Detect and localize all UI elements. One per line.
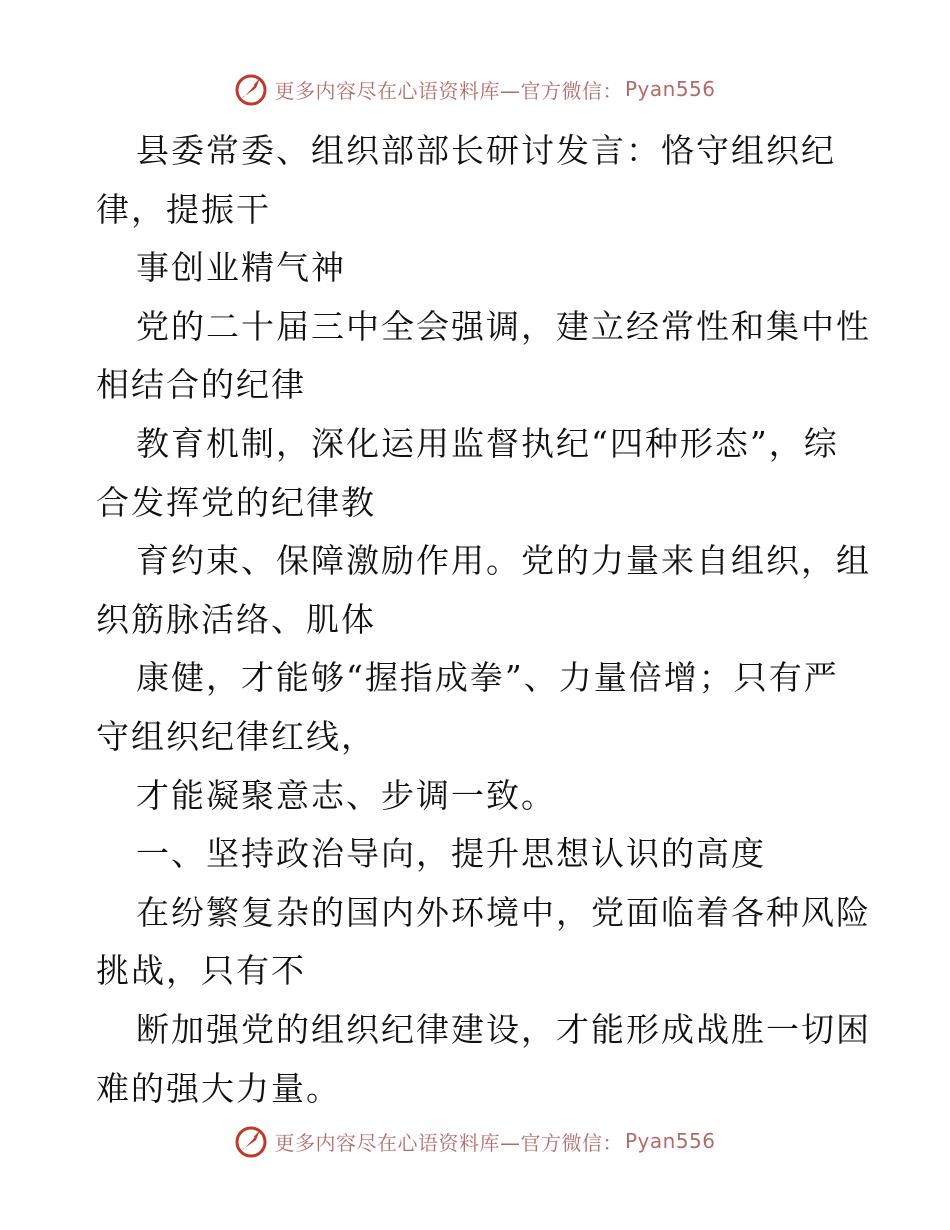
text-line: 挑战，只有不 [96,951,306,991]
text-line: 才能凝聚意志、步调一致。 [136,775,556,815]
text-line: 育约束、保障激励作用。党的力量来自组织，组 [136,541,871,581]
text-line: 一、坚持政治导向，提升思想认识的高度 [136,834,766,874]
text-line: 教育机制，深化运用监督执纪“四种形态”，综 [136,423,839,463]
header-banner-wechat: Pyan556 [624,77,716,101]
footer-banner [0,1124,950,1158]
text-line: 康健，才能够“握指成拳”、力量倍增；只有严 [136,658,839,698]
text-line: 守组织纪律红线， [96,716,376,756]
text-line: 合发挥党的纪律教 [96,482,376,522]
text-line: 在纷繁复杂的国内外环境中，党面临着各种风险 [136,892,871,932]
text-line: 律，提振干 [96,189,271,229]
text-line: 县委常委、组织部部长研讨发言：恪守组织纪 [136,131,836,170]
quill-logo-icon [234,1124,268,1158]
text-line: 党的二十届三中全会强调，建立经常性和集中性 [136,306,871,346]
document-body [96,122,871,1118]
text-line: 断加强党的组织纪律建设，才能形成战胜一切困 [136,1009,871,1049]
header-banner [0,72,950,106]
text-line: 难的强大力量。 [96,1068,341,1108]
quill-logo-icon [234,72,268,106]
text-line: 事创业精气神 [136,248,346,288]
text-line: 相结合的纪律 [96,365,306,405]
text-line: 织筋脉活络、肌体 [96,599,376,639]
header-banner-text: 更多内容尽在心语资料库—官方微信： [274,78,623,103]
footer-banner-text: 更多内容尽在心语资料库—官方微信： [274,1130,623,1155]
footer-banner-wechat: Pyan556 [624,1129,716,1153]
